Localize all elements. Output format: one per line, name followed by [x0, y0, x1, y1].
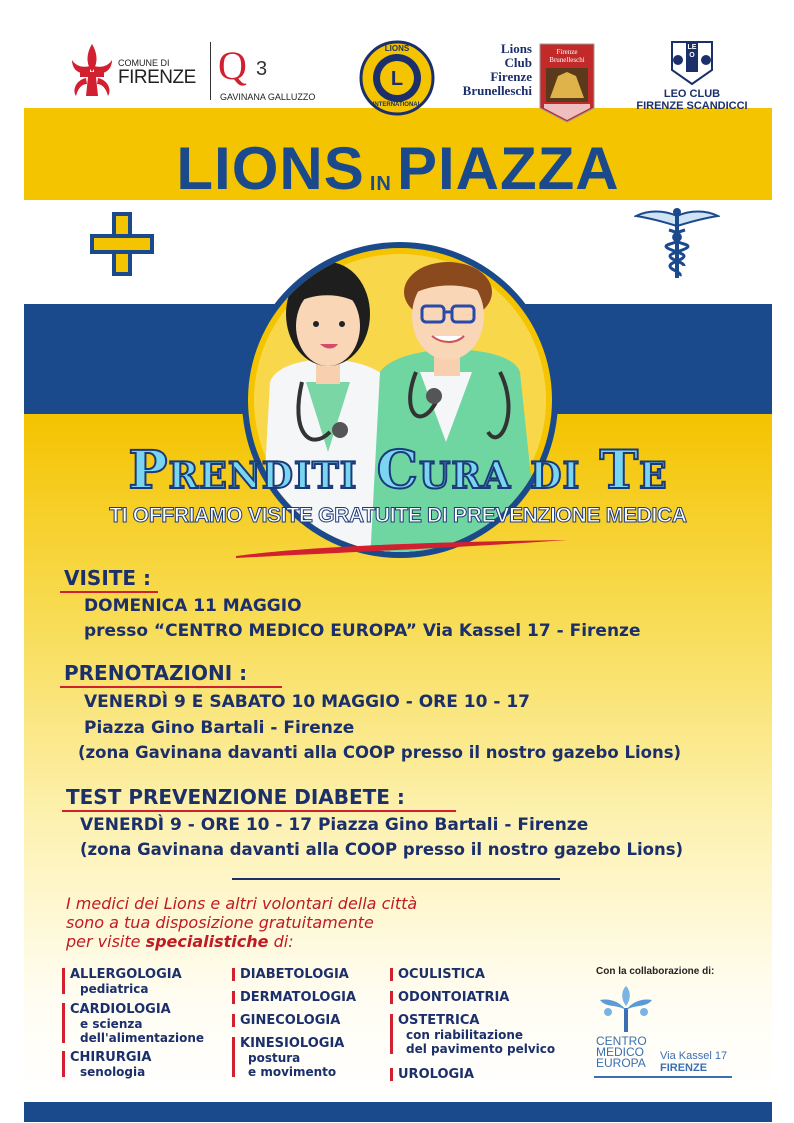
spec-kinesiologia: KINESIOLOGIA postura e movimento [240, 1036, 345, 1079]
collab-underline [594, 1076, 732, 1078]
main-title: LIONS IN PIAZZA [176, 135, 620, 202]
q3-logo: Q 3 GAVINANA GALLUZZO [218, 43, 316, 102]
comune-firenze-logo [66, 40, 216, 104]
spec-bar [62, 968, 65, 994]
diabete-note: (zona Gavinana davanti alla COOP presso il nostro gazebo Lions) [80, 840, 684, 859]
prenotazioni-underline [60, 686, 282, 688]
leo-badge-text: LEO [687, 44, 697, 59]
spec-bar [390, 968, 393, 981]
brunelleschi-crest [538, 42, 596, 124]
prenotazioni-note: (zona Gavinana davanti alla COOP presso il nostro gazebo Lions) [78, 743, 682, 762]
section-divider [232, 878, 560, 880]
lions-badge-ring-text: INTERNATIONAL [372, 102, 422, 108]
red-brush-stroke [232, 536, 572, 560]
lions-club-text: Lions Club Firenze Brunelleschi [462, 41, 532, 98]
spec-bar [390, 1014, 393, 1054]
spec-bar [62, 1003, 65, 1043]
leo-club-text: LEO CLUB FIRENZE SCANDICCI [636, 88, 748, 112]
spec-bar [390, 1068, 393, 1081]
comune-big-text: FIRENZE [118, 67, 196, 88]
spec-diabetologia: DIABETOLOGIA [240, 967, 349, 982]
q3-sub-text: GAVINANA GALLUZZO [220, 92, 316, 102]
logo-divider [210, 42, 211, 100]
visite-location: presso “CENTRO MEDICO EUROPA” Via Kassel 17 - Firenze [84, 621, 641, 641]
lions-badge-text: LIONS [384, 44, 410, 53]
diabete-date: VENERDÌ 9 - ORE 10 - 17 Piazza Gino Bartali - Firenze [80, 815, 589, 835]
centro-medico-name: CENTRO MEDICO EUROPA [596, 1034, 647, 1070]
prenotazioni-place: Piazza Gino Bartali - Firenze [84, 718, 355, 738]
prenotazioni-title: PRENOTAZIONI : [64, 661, 248, 685]
headline: Prenditi Cura di Te [128, 440, 668, 501]
diabete-title: TEST PREVENZIONE DIABETE : [66, 785, 405, 809]
medical-cross-icon [90, 212, 154, 276]
leo-club-emblem [666, 40, 718, 86]
spec-dermatologia: DERMATOLOGIA [240, 990, 357, 1005]
collab-label: Con la collaborazione di: [596, 966, 715, 977]
lions-international-logo [356, 40, 438, 116]
spec-bar [232, 991, 235, 1004]
comune-small-text: COMUNE DI [118, 58, 170, 68]
spec-allergologia: ALLERGOLOGIA pediatrica [70, 967, 182, 996]
bottom-band [24, 1102, 772, 1122]
spec-ginecologia: GINECOLOGIA [240, 1013, 341, 1028]
visite-date: DOMENICA 11 MAGGIO [84, 596, 302, 616]
prenotazioni-date: VENERDÌ 9 E SABATO 10 MAGGIO - ORE 10 - 17 [84, 692, 531, 712]
spec-bar [232, 968, 235, 981]
intro-text: I medici dei Lions e altri volontari della città sono a tua disposizione gratuitamente per visite specialistiche di: [66, 894, 418, 951]
spec-urologia: UROLOGIA [398, 1067, 475, 1082]
spec-ostetrica: OSTETRICA con riabilitazione del pavimento pelvico [398, 1013, 556, 1056]
spec-bar [232, 1014, 235, 1027]
spec-cardiologia: CARDIOLOGIA e scienza dell'alimentazione [70, 1002, 204, 1045]
centro-medico-tree-icon [596, 984, 656, 1034]
visite-underline [60, 591, 158, 593]
centro-medico-address: Via Kassel 17 [660, 1050, 728, 1062]
spec-bar [390, 991, 393, 1004]
spec-chirurgia: CHIRURGIA senologia [70, 1050, 152, 1079]
visite-title: VISITE : [64, 566, 152, 590]
crest-text: Firenze Brunelleschi [549, 48, 585, 64]
spec-oculistica: OCULISTICA [398, 967, 485, 982]
spec-bar [62, 1051, 65, 1077]
diabete-underline [62, 810, 456, 812]
fleur-de-lis-icon [66, 42, 118, 100]
spec-odontoiatria: ODONTOIATRIA [398, 990, 510, 1005]
subheadline: TI OFFRIAMO VISITE GRATUITE DI PREVENZIONE MEDICA [109, 504, 687, 527]
centro-medico-city: FIRENZE [660, 1062, 708, 1074]
svg-text:L: L [390, 68, 404, 90]
caduceus-icon [634, 206, 720, 280]
spec-bar [232, 1037, 235, 1077]
